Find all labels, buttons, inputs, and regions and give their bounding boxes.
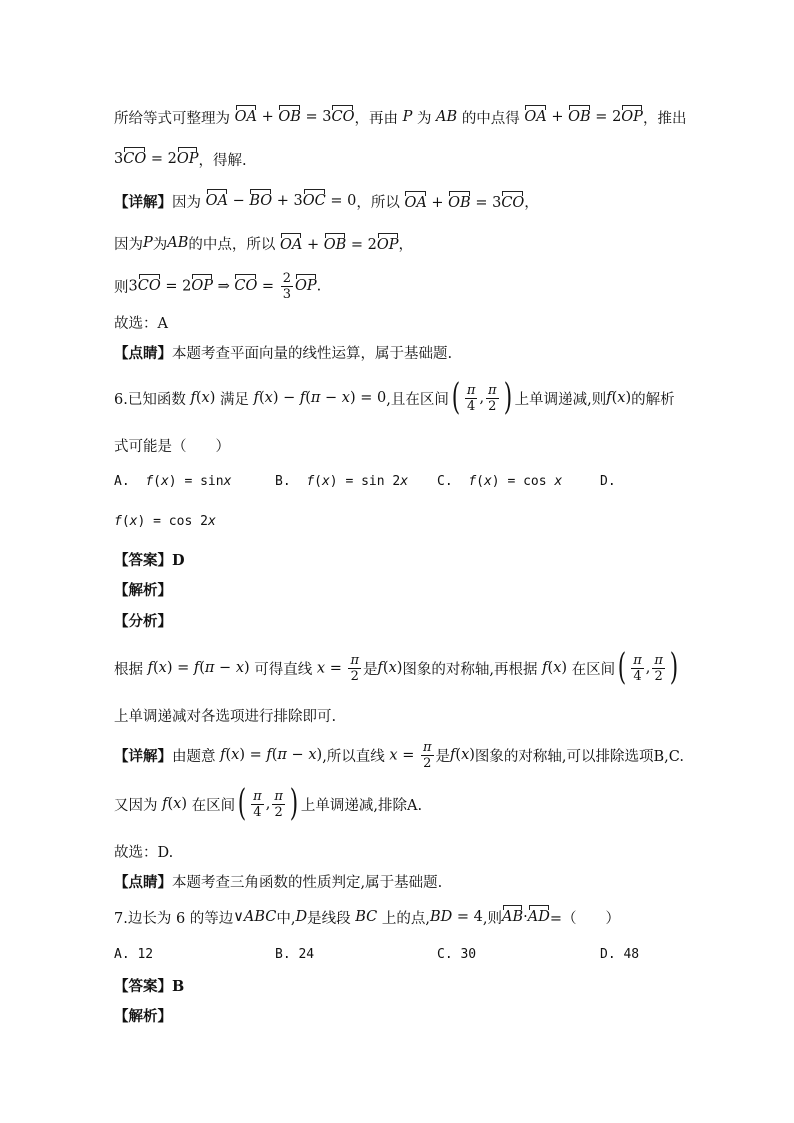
detail-6-line-1: 【详解】 由题意 f(x) = f(π − x) ,所以直线 x = $\frac{\pi}{2}$ 是 f ( x ) 图象的对称轴,可以排除选项B,C. bbox=[114, 739, 684, 771]
interval: ( $\frac{\pi}{4}$ , $\frac{\pi}{2}$ ) bbox=[237, 783, 299, 824]
q7-options: A. 12 B. 24 C. 30 D. 48 bbox=[114, 946, 640, 962]
text-line-1: 所给等式可整理为 OA + OB = 3CO ，再由 P 为 AB 的中点得 OA + OB = 2OP ，推出 bbox=[114, 109, 687, 127]
detail-line-3: 则 3CO = 2OP ⇒ CO = $\frac{2}{3}$ OP. bbox=[114, 270, 322, 302]
analysis-line-1: 根据 f(x) = f(π − x) 可得直线 x = $\frac{\pi}{2}$ 是 f ( x ) 图象的对称轴,再根据 f ( x ) 在区间 ( $\frac{\pi}{4}$ , $\frac{\pi}{2}$ ) bbox=[114, 644, 734, 692]
note-line-2: 【点睛】 本题考查三角函数的性质判定,属于基础题. bbox=[114, 873, 443, 891]
detail-6-line-2: 又因为 f ( x ) 在区间 ( $\frac{\pi}{4}$ , $\frac{\pi}{2}$ ) 上单调递减,排除A. bbox=[114, 783, 423, 824]
q6-option-d-expr: f(x) = cos 2x bbox=[114, 513, 216, 529]
detail-line-2: 因为 P 为 AB 的中点，所以 OA + OB = 2OP， bbox=[114, 228, 734, 258]
vector-equation: 3CO = 2OP bbox=[114, 151, 199, 167]
vector-equation: OA + OB = 2OP， bbox=[280, 236, 414, 253]
select-line-1: 故选：A bbox=[114, 315, 168, 332]
select-line-2: 故选：D. bbox=[114, 844, 174, 861]
q6-options: A. f(x) = sinx B. f(x) = sin 2x C. f(x) = cos x D. bbox=[114, 473, 616, 489]
question-7: 7.边长为 6 的等边 ∨ABC 中, D 是线段 BC 上的点, BD = 4 ,则 AB·AD =（ ） bbox=[114, 909, 620, 927]
interval: ( $\frac{\pi}{4}$ , $\frac{\pi}{2}$ ) bbox=[451, 377, 512, 418]
analysis-line-2: 上单调递减对各选项进行排除即可. bbox=[114, 708, 337, 725]
vector-equation: 3CO = 2OP ⇒ CO = $\frac{2}{3}$ OP. bbox=[128, 270, 322, 302]
vector-equation: OA + OB = 3CO bbox=[234, 109, 355, 125]
answer-7: 【答案】B bbox=[114, 977, 185, 995]
question-6: 6.已知函数 f ( x ) 满足 f(x) − f(π − x) = 0 ,且在区间 ( $\frac{\pi}{4}$ , $\frac{\pi}{2}$ ) 上单调递减,则 f ( x ) 的解析 bbox=[114, 377, 675, 418]
answer-6: 【答案】D bbox=[114, 551, 185, 569]
vector-equation: OA + OB = 2OP bbox=[524, 109, 643, 125]
vector-equation: OA + OB = 3CO， bbox=[404, 194, 539, 211]
analysis-6: 【解析】 bbox=[114, 581, 172, 599]
vector-equation: OA − BO + 3OC = 0 bbox=[205, 193, 357, 209]
note-line-1: 【点睛】 本题考查平面向量的线性运算，属于基础题. bbox=[114, 344, 453, 362]
question-6-cont: 式可能是（ ） bbox=[114, 438, 230, 455]
detail-line-1: 【详解】 因为 OA − BO + 3OC = 0 ，所以 OA + OB = 3CO， bbox=[114, 186, 734, 216]
text-line-2: 3CO = 2OP ，得解. bbox=[114, 151, 247, 169]
analysis-7: 【解析】 bbox=[114, 1007, 172, 1025]
interval: ( $\frac{\pi}{4}$ , $\frac{\pi}{2}$ ) bbox=[617, 647, 679, 688]
breakdown-6: 【分析】 bbox=[114, 612, 172, 630]
